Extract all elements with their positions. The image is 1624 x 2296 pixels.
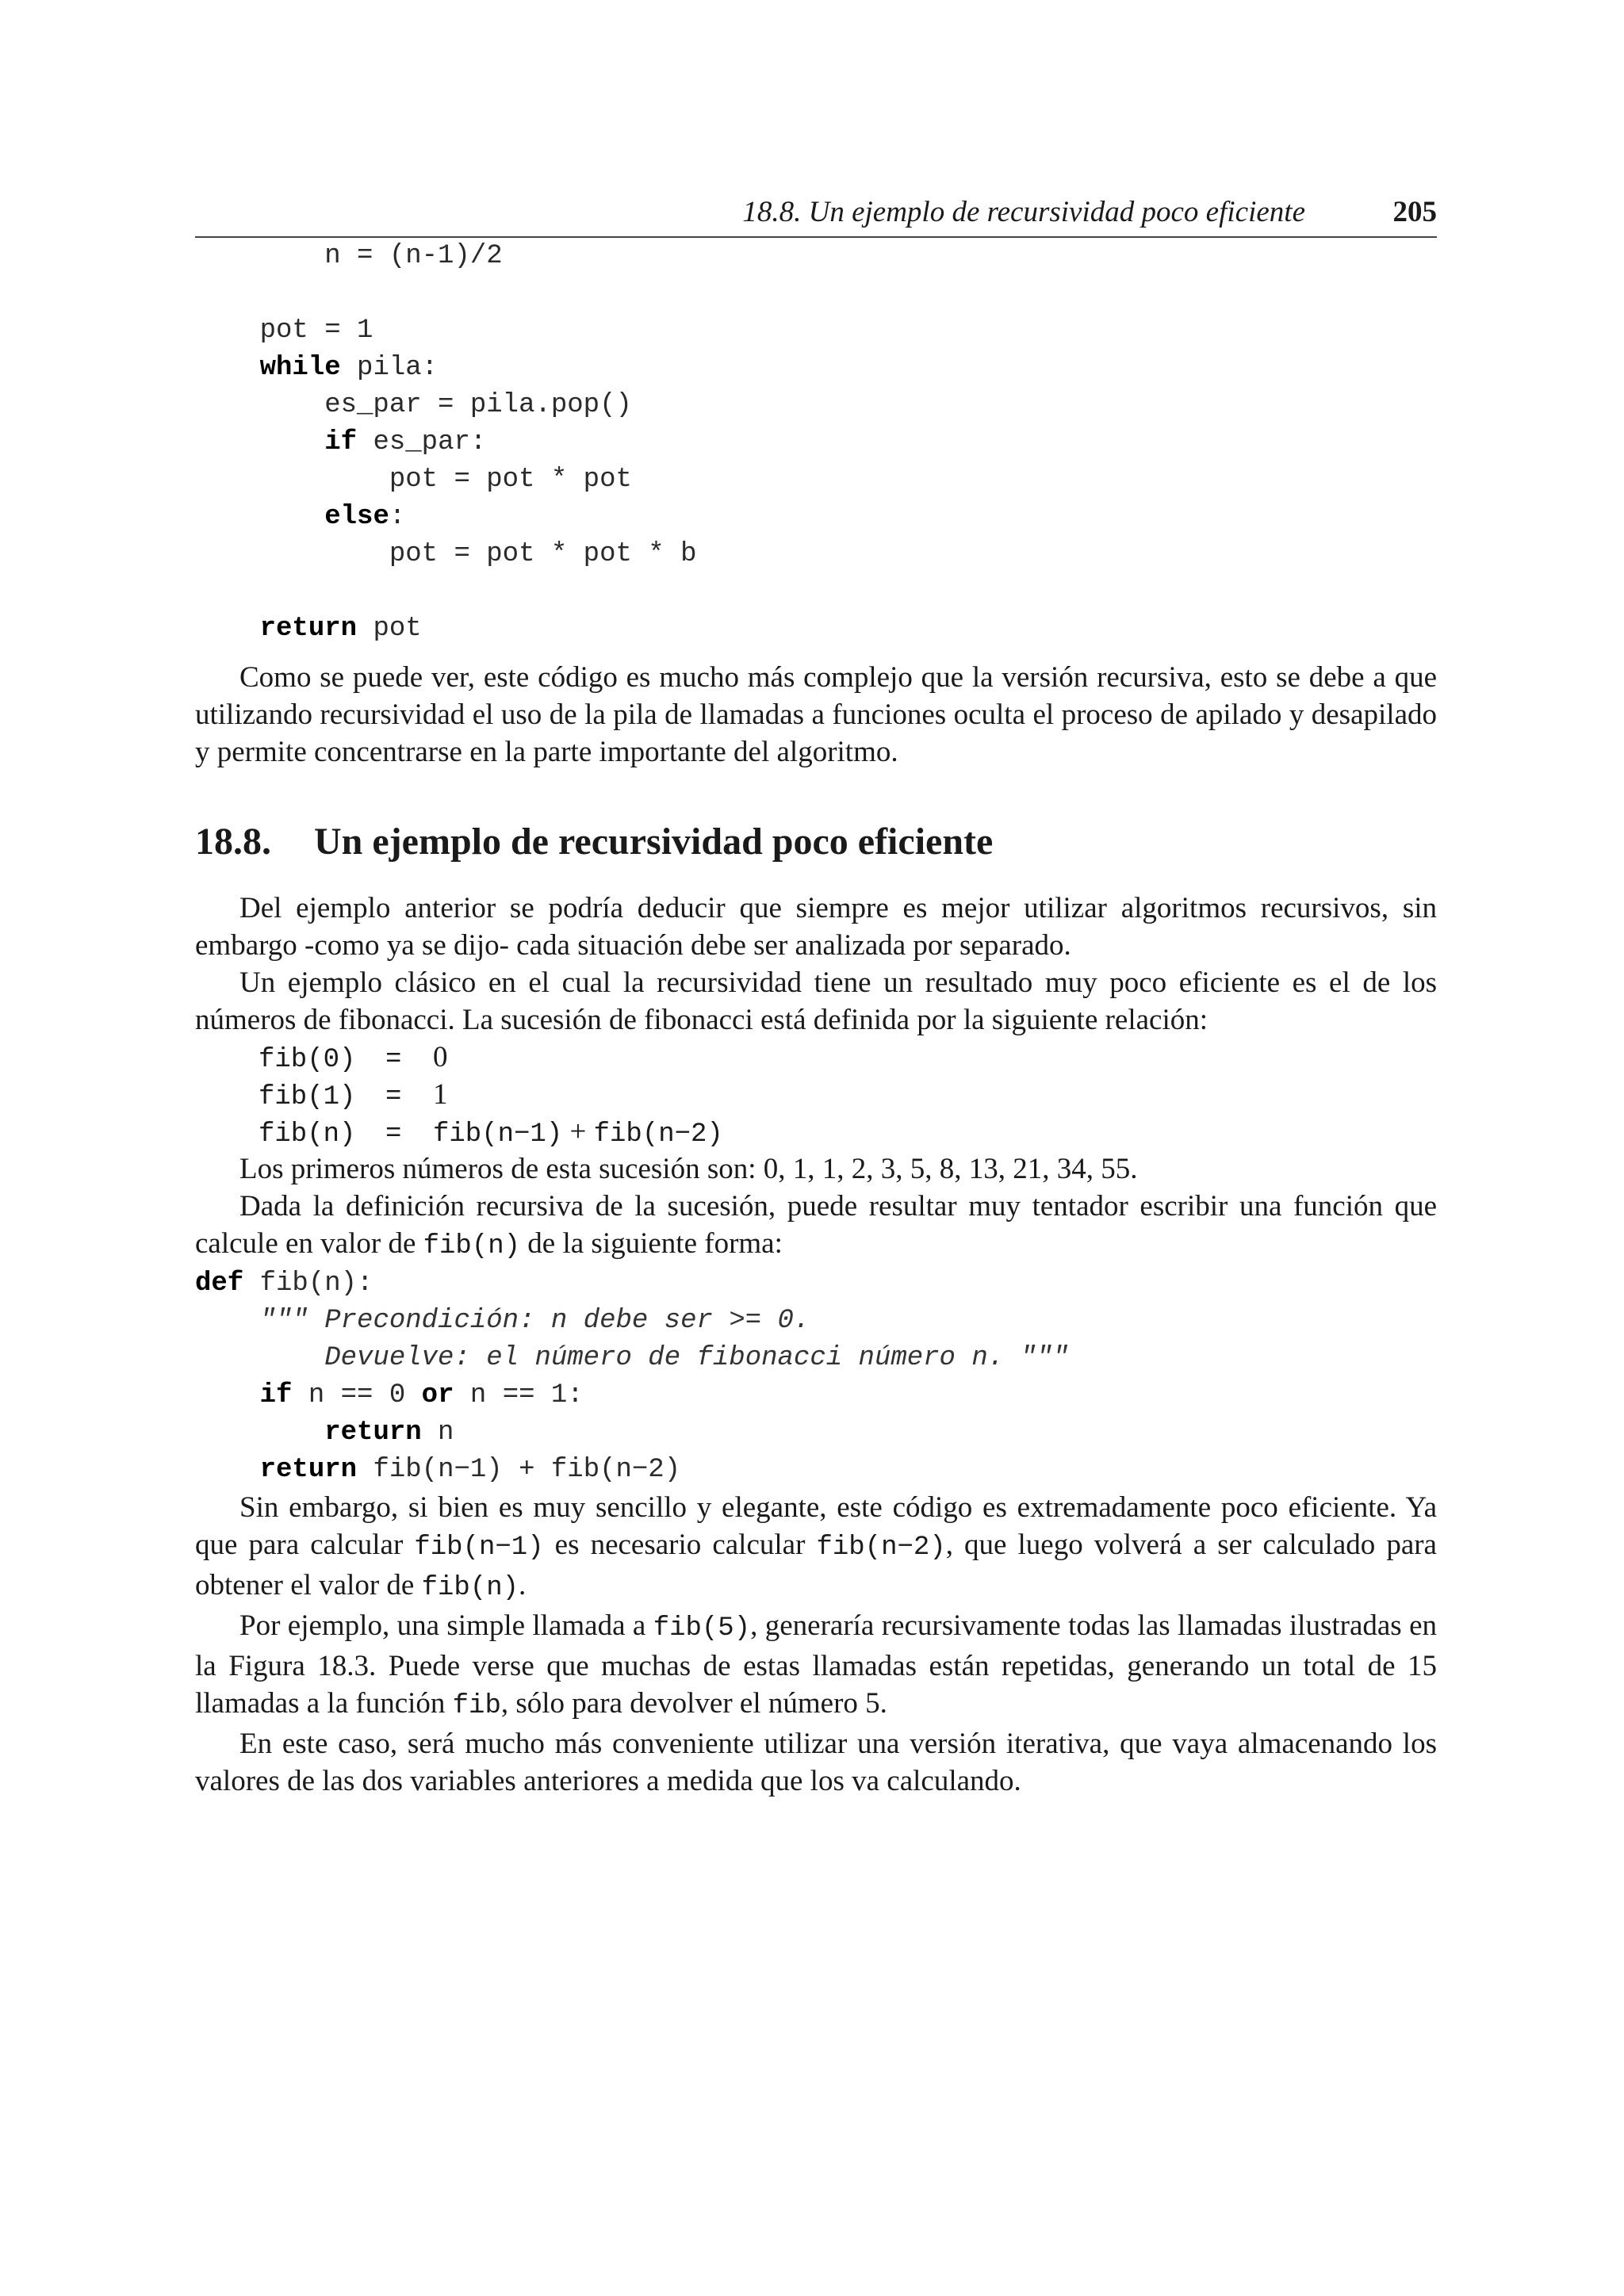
section-heading (195, 820, 1437, 864)
code-indent (195, 1380, 260, 1410)
code-keyword: while (259, 353, 341, 383)
code-text: pot (357, 614, 422, 644)
text-run: Dada la definición recursiva de la sucesión, puede resultar muy tentador escribir una función que calcule en valor de (195, 1190, 1437, 1260)
fib-lhs: fib(1) (259, 1082, 356, 1112)
code-docstring: Devuelve: el número de fibonacci número n. (195, 1343, 1005, 1373)
code-line: es_par = pila.pop() (195, 390, 632, 420)
fib-rhs-term: fib(n−1) (433, 1119, 563, 1150)
fib-lhs: fib(0) (259, 1045, 356, 1075)
paragraph-inefficiency (195, 1489, 1437, 1607)
text-run: , sólo para devolver el número 5. (500, 1687, 887, 1720)
fib-row (259, 1113, 1437, 1150)
code-line: pot = 1 (195, 316, 373, 346)
fibonacci-definition-table (259, 1039, 1437, 1150)
fib-eq: = (385, 1082, 402, 1112)
code-text: n (421, 1418, 454, 1448)
section-title: Un ejemplo de recursividad poco eficiente (314, 821, 994, 863)
paragraph-example-call (195, 1607, 1437, 1725)
code-keyword: or (421, 1380, 454, 1410)
text-run: , generaría recursivamente todas las llamadas ilustradas en la Figura 18.3. Puede verse que muchas de estas llamadas están repetidas, generando un total de 15 llamadas a la función (195, 1609, 1437, 1720)
code-text: : (389, 502, 406, 532)
code-block-fibonacci (195, 1265, 1437, 1489)
paragraph-first-numbers: Los primeros números de esta sucesión son: 0, 1, 1, 2, 3, 5, 8, 13, 21, 34, 55. (239, 1153, 1138, 1185)
code-indent (195, 1455, 260, 1485)
fib-eq: = (385, 1045, 402, 1075)
fib-rhs-plus: + (562, 1115, 594, 1148)
page-number: 205 (1392, 196, 1437, 228)
code-keyword: def (195, 1269, 244, 1299)
text-run: Sin embargo, si bien es muy sencillo y elegante, este código es extremadamente poco eficiente. Ya que para calcular (195, 1491, 1437, 1561)
code-text: pila: (340, 353, 439, 383)
paragraph-fibonacci-definition: Un ejemplo clásico en el cual la recursividad tiene un resultado muy poco eficiente es el de los números de fibonacci. La sucesión de fibonacci está definida por la siguiente relación: (195, 966, 1437, 1036)
text-run: . (519, 1569, 527, 1601)
inline-code: fib(n−1) (414, 1533, 544, 1563)
code-block-iterative-power (195, 238, 1437, 648)
code-docstring: Precondición: n debe ser >= 0. (308, 1306, 810, 1336)
paragraph-iterative-suggestion: En este caso, será mucho más conveniente utilizar una versión iterativa, que vaya almacenando los valores de las dos variables anteriores a medida que los va calculando. (195, 1728, 1437, 1797)
fib-row (259, 1076, 1437, 1113)
code-docstring-quote: """ (1004, 1343, 1069, 1373)
code-keyword: return (324, 1418, 422, 1448)
code-text: es_par: (357, 427, 487, 457)
code-text: fib(n−1) + fib(n−2) (357, 1455, 681, 1485)
fib-rhs-term: fib(n−2) (593, 1119, 723, 1150)
code-keyword: else (324, 502, 389, 532)
fib-row (259, 1039, 1437, 1076)
running-header (195, 190, 1437, 238)
paragraph-complexity: Como se puede ver, este código es mucho más complejo que la versión recursiva, esto se debe a que utilizando recursividad el uso de la pila de llamadas a funciones oculta el proceso de apilado y desapilado y permite concentrarse en la parte importante del algoritmo. (195, 661, 1437, 768)
paragraph-recursive-function (195, 1188, 1437, 1265)
code-line: n = (n-1)/2 (195, 241, 503, 271)
code-keyword: return (259, 1455, 358, 1485)
code-keyword: if (324, 427, 358, 457)
code-line: pot = pot * pot * b (195, 539, 697, 569)
inline-code: fib(n) (421, 1573, 519, 1603)
inline-code: fib (452, 1691, 501, 1721)
fib-rhs (433, 1113, 723, 1154)
fib-rhs: 1 (433, 1078, 448, 1111)
fib-eq: = (385, 1119, 402, 1150)
code-keyword: return (259, 614, 358, 644)
section-number: 18.8. (195, 821, 271, 863)
text-run: es necesario calcular (543, 1529, 817, 1561)
code-keyword: if (259, 1380, 293, 1410)
text-run: Por ejemplo, una simple llamada a (239, 1609, 653, 1642)
running-title: 18.8. Un ejemplo de recursividad poco eficiente (742, 196, 1305, 228)
code-text: n == 0 (292, 1380, 422, 1410)
code-indent (195, 1418, 324, 1448)
code-line: pot = pot * pot (195, 465, 632, 495)
inline-code: fib(5) (653, 1613, 751, 1644)
fib-rhs: 0 (433, 1041, 448, 1073)
text-run: , que luego volverá a ser calculado para obtener el valor de (195, 1529, 1437, 1601)
code-indent (195, 1306, 260, 1336)
inline-code: fib(n) (423, 1231, 521, 1261)
fib-lhs: fib(n) (259, 1119, 356, 1150)
text-run: de la siguiente forma: (520, 1227, 783, 1260)
code-text: fib(n): (243, 1269, 373, 1299)
code-text: n == 1: (454, 1380, 584, 1410)
paragraph-intro: Del ejemplo anterior se podría deducir que siempre es mejor utilizar algoritmos recursivos, sin embargo -como ya se dijo- cada situación debe ser analizada por separado. (195, 892, 1437, 962)
code-docstring-quote: """ (259, 1306, 308, 1336)
book-page (195, 190, 1437, 1800)
inline-code: fib(n−2) (816, 1533, 946, 1563)
